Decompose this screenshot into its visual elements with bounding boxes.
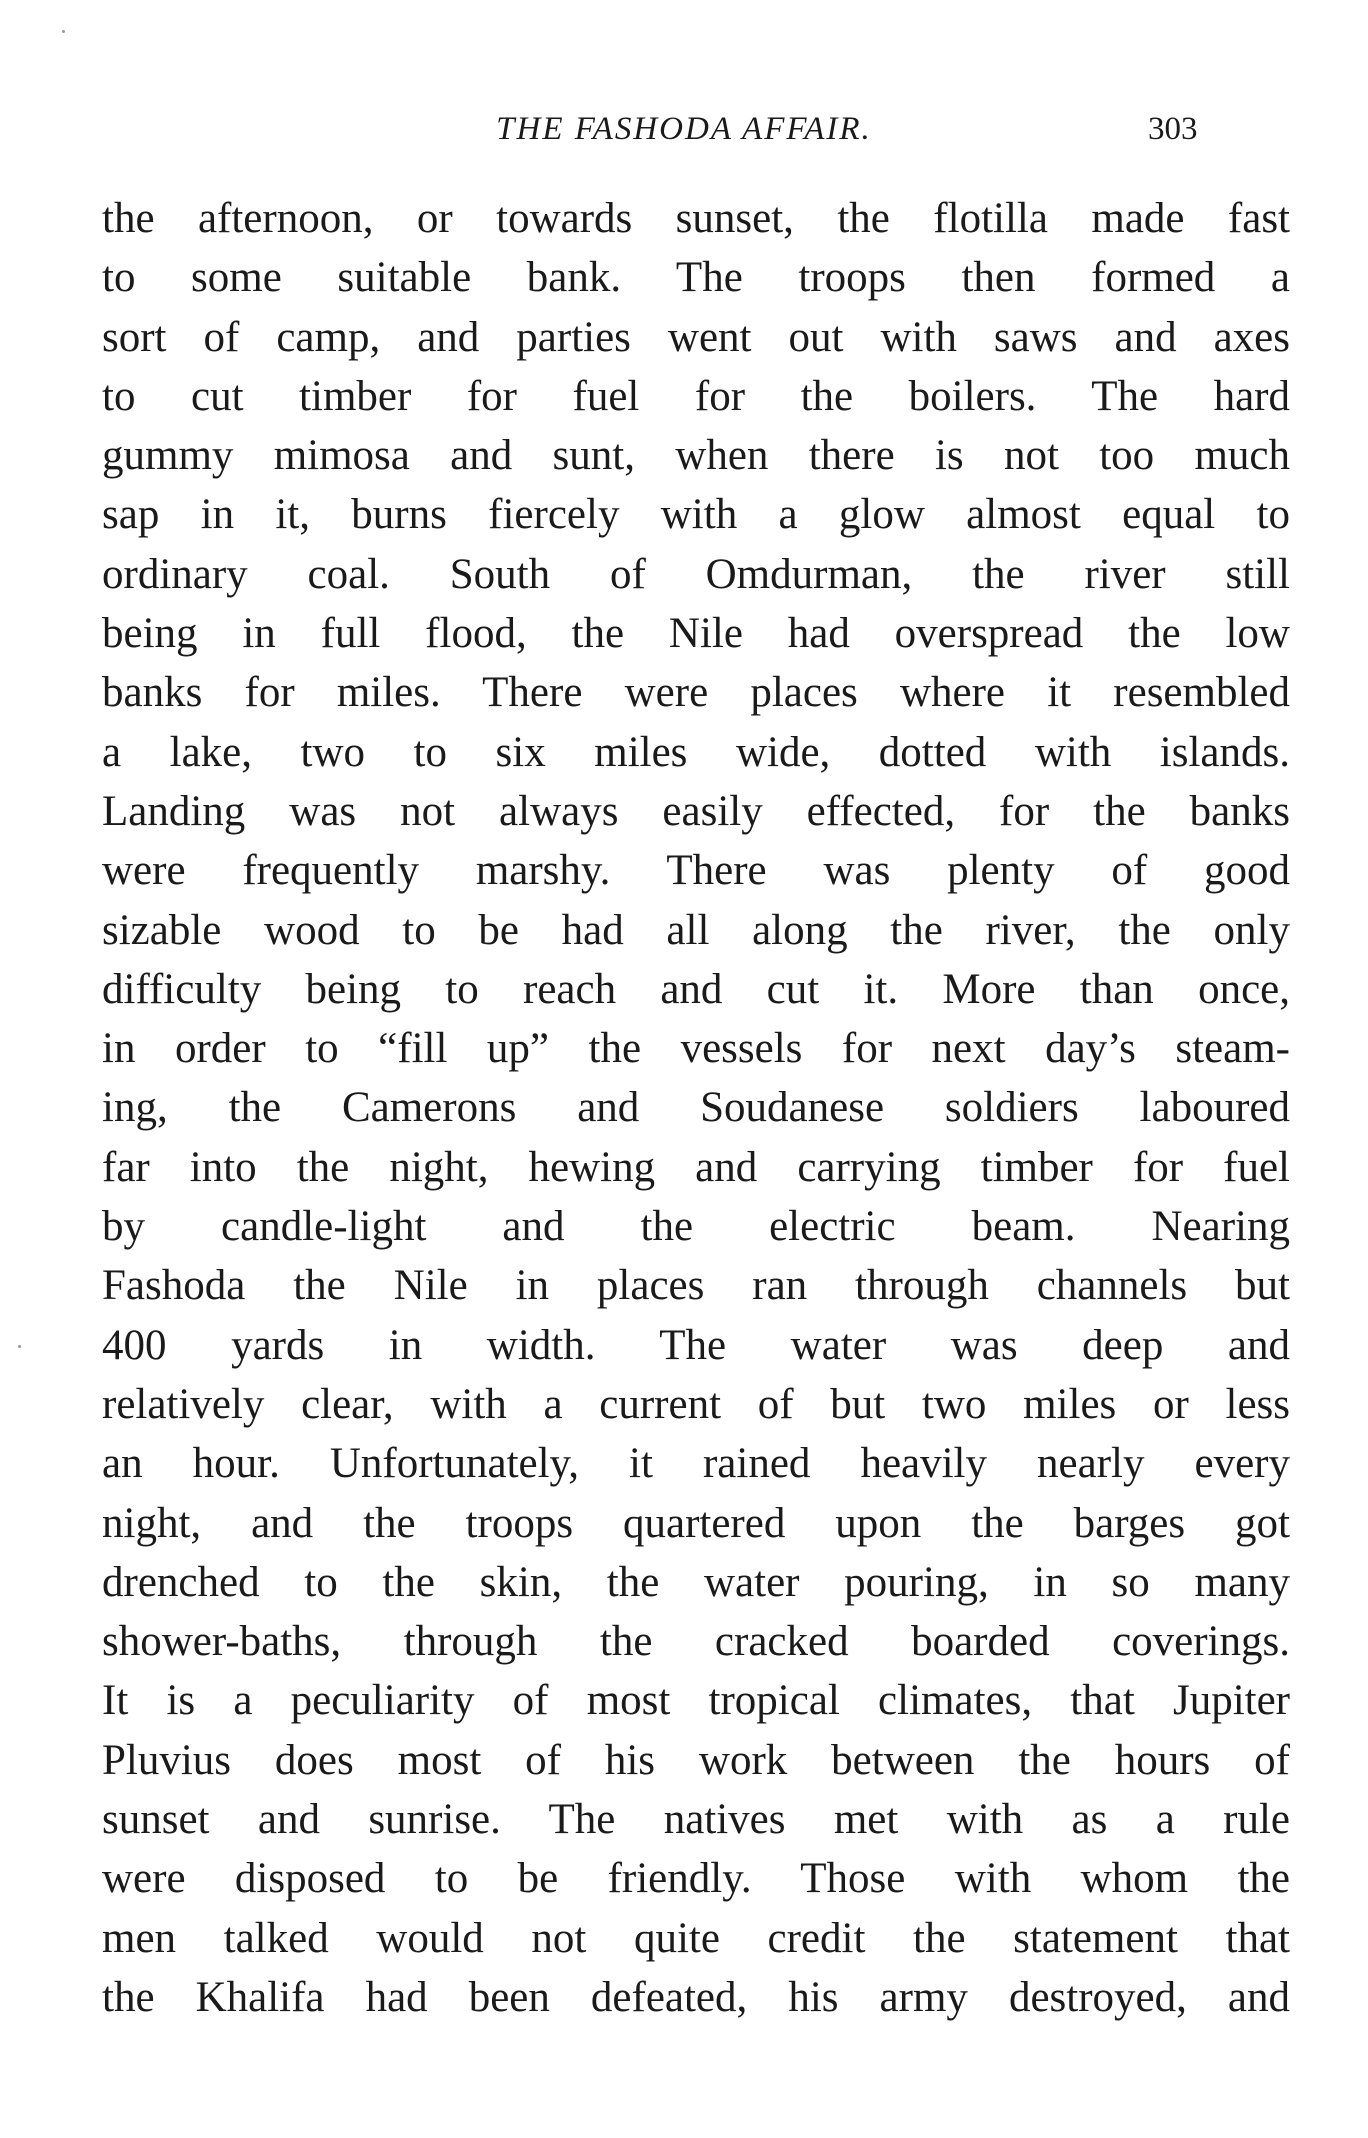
body-text [102,189,1290,2027]
text-line: in order to “fill up” the vessels for next day’s steam- [102,1025,1290,1073]
text-line: were frequently marshy. There was plenty of good [102,847,1290,895]
text-line: to cut timber for fuel for the boilers. The hard [102,372,1290,420]
margin-speck [18,1345,21,1348]
text-line: far into the night, hewing and carrying timber for fuel [102,1143,1290,1191]
text-line: sap in it, burns fiercely with a glow almost equal to [102,491,1290,539]
text-line: relatively clear, with a current of but two miles or less [102,1380,1290,1428]
text-line: Fashoda the Nile in places ran through channels but [102,1262,1290,1310]
text-line: being in full flood, the Nile had overspread the low [102,610,1290,658]
text-line: Landing was not always easily effected, for the banks [102,787,1290,835]
text-line: It is a peculiarity of most tropical climates, that Jupiter [102,1677,1290,1725]
text-line: sizable wood to be had all along the river, the only [102,906,1290,954]
text-line: sunset and sunrise. The natives met with as a rule [102,1796,1290,1844]
text-line: 400 yards in width. The water was deep and [102,1321,1290,1369]
text-line: shower-baths, through the cracked boarded coverings. [102,1618,1290,1666]
text-line: by candle-light and the electric beam. Nearing [102,1203,1290,1251]
margin-speck [62,30,65,33]
text-line: were disposed to be friendly. Those with whom the [102,1855,1290,1903]
text-line: to some suitable bank. The troops then formed a [102,254,1290,302]
text-line: the afternoon, or towards sunset, the flotilla made fast [102,195,1290,242]
text-line: night, and the troops quartered upon the barges got [102,1499,1290,1547]
text-line: the Khalifa had been defeated, his army destroyed, and [102,1973,1290,2021]
running-head [0,104,1368,154]
text-line: ing, the Camerons and Soudanese soldiers laboured [102,1084,1290,1132]
text-line: men talked would not quite credit the statement that [102,1914,1290,1962]
page-number: 303 [1148,111,1198,147]
running-title: THE FASHODA AFFAIR. [496,111,872,147]
text-line: drenched to the skin, the water pouring, in so many [102,1558,1290,1606]
text-line: banks for miles. There were places where it resembled [102,669,1290,717]
text-line: difficulty being to reach and cut it. More than once, [102,965,1290,1013]
text-line: a lake, two to six miles wide, dotted with islands. [102,728,1290,776]
text-line: an hour. Unfortunately, it rained heavily nearly every [102,1440,1290,1488]
text-line: gummy mimosa and sunt, when there is not too much [102,432,1290,480]
text-line: Pluvius does most of his work between the hours of [102,1736,1290,1784]
text-line: ordinary coal. South of Omdurman, the river still [102,550,1290,598]
text-line: sort of camp, and parties went out with saws and axes [102,313,1290,361]
